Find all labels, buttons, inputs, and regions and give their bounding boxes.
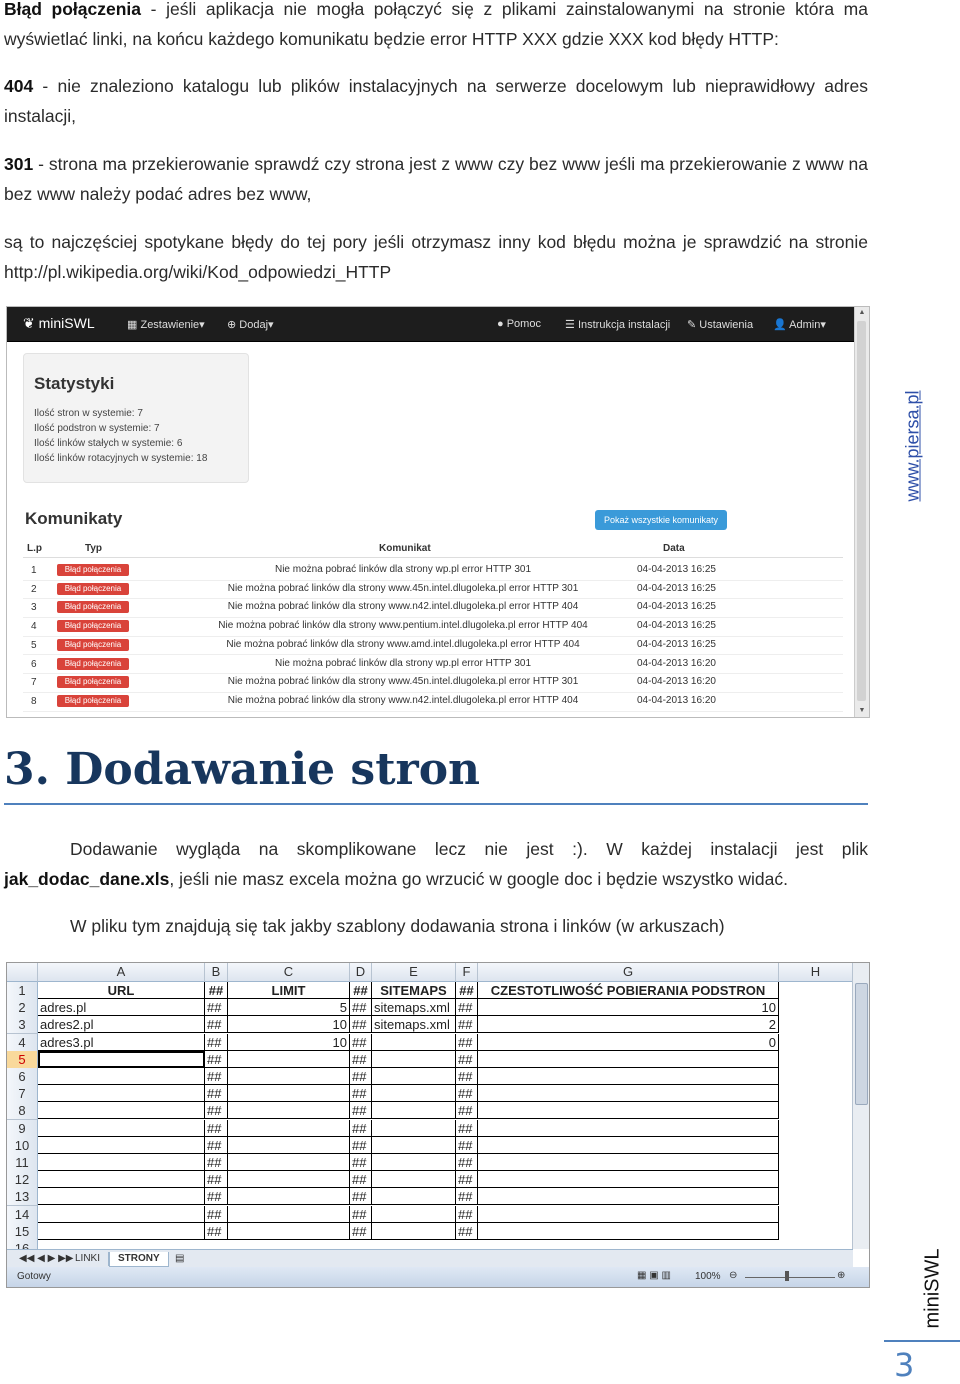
cell-g12[interactable] (478, 1171, 779, 1188)
cell-a12[interactable] (38, 1171, 205, 1188)
cell-e15[interactable] (372, 1223, 456, 1240)
cell-c11[interactable] (228, 1154, 350, 1171)
row-header[interactable]: 6 (7, 1068, 38, 1086)
column-header-f[interactable]: F (456, 963, 478, 982)
message-date: 04-04-2013 16:20 (637, 694, 716, 706)
message-text: Nie można pobrać linków dla strony www.amd.intel.dlugoleka.pl error HTTP 404 (226, 638, 580, 650)
cell-a8[interactable] (38, 1102, 205, 1119)
wrench-icon: ✎ (687, 319, 697, 331)
cell-b12[interactable]: ## (205, 1171, 228, 1188)
table-header-divider (23, 557, 843, 558)
column-header-e[interactable]: E (372, 963, 456, 982)
stats-title: Statystyki (34, 374, 115, 393)
message-text: Nie można pobrać linków dla strony www.n42.intel.dlugoleka.pl error HTTP 404 (227, 601, 579, 613)
nav-zestawienie[interactable]: ▦ Zestawienie▾ (127, 319, 205, 331)
row-header[interactable]: 1 (7, 982, 38, 1000)
nav-label: Dodaj (239, 319, 269, 331)
row-number: 5 (31, 639, 37, 651)
grid-icon: ▦ (127, 319, 138, 331)
cell-b11[interactable]: ## (205, 1154, 228, 1171)
row-header[interactable]: 8 (7, 1102, 38, 1120)
message-text: Nie można pobrać linków dla strony www.n42.intel.dlugoleka.pl error HTTP 404 (227, 694, 579, 706)
app-screenshot (6, 306, 870, 718)
message-date: 04-04-2013 16:20 (637, 657, 716, 669)
cell-f1[interactable]: ## (456, 982, 478, 999)
cell-b3[interactable]: ## (205, 1016, 228, 1033)
cell-d9[interactable]: ## (350, 1120, 372, 1137)
paragraph-text: - strona ma przekierowanie sprawdź czy strona jest z www czy bez www jeśli ma przekierowanie z www na bez www należy podać adres bez www, (4, 154, 868, 204)
error-badge: Błąd połączenia (57, 695, 129, 707)
row-header[interactable]: 15 (7, 1223, 38, 1241)
cell-g1[interactable]: CZESTOTLIWOŚĆ POBIERANIA PODSTRON (478, 982, 779, 999)
message-text: Nie można pobrać linków dla strony wp.pl error HTTP 301 (274, 564, 532, 575)
sheet-tab-strony[interactable]: STRONY (109, 1252, 169, 1267)
cell-a6[interactable] (38, 1068, 205, 1085)
cell-b7[interactable]: ## (205, 1085, 228, 1102)
cell-f13[interactable]: ## (456, 1188, 478, 1205)
cell-b8[interactable]: ## (205, 1102, 228, 1119)
nav-label: Admin (789, 319, 821, 331)
cell-b14[interactable]: ## (205, 1206, 228, 1223)
cell-a13[interactable] (38, 1188, 205, 1205)
cell-g7[interactable] (478, 1085, 779, 1102)
cell-c5[interactable] (228, 1051, 350, 1068)
cell-a5[interactable] (38, 1051, 205, 1068)
column-header-d[interactable]: D (350, 963, 372, 982)
view-mode-icons[interactable]: ▦ ▣ ▥ (637, 1270, 671, 1281)
zoom-slider-handle[interactable] (785, 1271, 789, 1281)
message-text: Nie można pobrać linków dla strony wp.pl error HTTP 301 (274, 657, 532, 669)
sheet-tab-linki[interactable]: LINKI (67, 1252, 109, 1266)
cell-b9[interactable]: ## (205, 1120, 228, 1137)
cell-b6[interactable]: ## (205, 1068, 228, 1085)
term-404: 404 (4, 76, 34, 96)
message-text: Nie można pobrać linków dla strony www.45n.intel.dlugoleka.pl error HTTP 301 (227, 582, 579, 594)
column-header-h[interactable]: H (779, 963, 853, 982)
row-number: 4 (31, 621, 37, 633)
cell-g3[interactable]: 2 (478, 1016, 779, 1033)
message-text: Nie można pobrać linków dla strony www.45n.intel.dlugoleka.pl error HTTP 301 (227, 676, 579, 688)
cell-d3[interactable]: ## (350, 1016, 372, 1033)
paragraph-text: , jeśli nie masz excela można go wrzucić w google doc i będzie wszystko widać. (169, 869, 788, 889)
table-row (23, 655, 843, 675)
scroll-up-icon[interactable]: ▲ (858, 309, 866, 316)
col-header-typ: Typ (85, 543, 103, 554)
cell-f5[interactable]: ## (456, 1051, 478, 1068)
cell-d10[interactable]: ## (350, 1137, 372, 1154)
cell-b1[interactable]: ## (205, 982, 228, 999)
select-all-corner[interactable] (7, 963, 38, 982)
cell-e4[interactable] (372, 1034, 456, 1051)
row-header[interactable]: 11 (7, 1154, 38, 1172)
cell-e9[interactable] (372, 1120, 456, 1137)
term-301: 301 (4, 154, 34, 174)
cell-f6[interactable]: ## (456, 1068, 478, 1085)
cell-g15[interactable] (478, 1223, 779, 1240)
cell-b4[interactable]: ## (205, 1034, 228, 1051)
cell-b5[interactable]: ## (205, 1051, 228, 1068)
spreadsheet-screenshot (6, 962, 870, 1288)
cell-c4[interactable]: 10 (228, 1034, 350, 1051)
row-header[interactable]: 12 (7, 1171, 38, 1189)
paragraph-301 (4, 149, 868, 209)
show-all-messages-button[interactable]: Pokaż wszystkie komunikaty (595, 510, 727, 530)
cell-e6[interactable] (372, 1068, 456, 1085)
cell-a3[interactable]: adres2.pl (38, 1016, 205, 1033)
scroll-thumb[interactable] (857, 321, 866, 701)
row-header[interactable]: 3 (7, 1016, 38, 1034)
cell-e11[interactable] (372, 1154, 456, 1171)
message-date: 04-04-2013 16:25 (637, 638, 716, 650)
sheet-nav-arrows[interactable]: ◀◀ ◀ ▶ ▶▶ (19, 1253, 74, 1264)
heading-underline (4, 803, 868, 805)
paragraph-other-codes: są to najczęściej spotykane błędy do tej pory jeśli otrzymasz inny kod błędu można je sprawdzić na stronie http://pl.wikipedia.org/wiki/Kod_odpowiedzi_HTTP (4, 232, 868, 282)
table-row (23, 580, 843, 600)
cell-b10[interactable]: ## (205, 1137, 228, 1154)
cell-f9[interactable]: ## (456, 1120, 478, 1137)
zoom-out-icon[interactable]: ⊖ (729, 1270, 738, 1281)
table-row (23, 617, 843, 637)
cell-c2[interactable]: 5 (228, 999, 350, 1016)
paragraph-adding (4, 834, 868, 894)
cell-a15[interactable] (38, 1223, 205, 1240)
cell-c15[interactable] (228, 1223, 350, 1240)
stat-line: Ilość linków rotacyjnych w systemie: 18 (34, 453, 208, 464)
cell-d2[interactable]: ## (350, 999, 372, 1016)
row-header[interactable]: 4 (7, 1034, 38, 1052)
nav-ustawienia[interactable] (687, 318, 753, 331)
nav-label: Instrukcja instalacji (577, 319, 671, 331)
error-badge: Błąd połączenia (57, 564, 129, 576)
cell-f7[interactable]: ## (456, 1085, 478, 1102)
row-header[interactable]: 13 (7, 1188, 38, 1206)
cell-d5[interactable]: ## (350, 1051, 372, 1068)
message-date: 04-04-2013 16:25 (637, 601, 716, 613)
row-header[interactable]: 2 (7, 999, 38, 1017)
plus-circle-icon: ⊕ (227, 319, 237, 331)
row-number: 6 (31, 658, 37, 670)
cell-a11[interactable] (38, 1154, 205, 1171)
table-row (23, 673, 843, 693)
footer-brand-text: miniSWL (921, 1248, 944, 1329)
cell-e14[interactable] (372, 1206, 456, 1223)
row-header[interactable]: 14 (7, 1206, 38, 1224)
zoom-level: 100% (695, 1271, 721, 1282)
cell-c10[interactable] (228, 1137, 350, 1154)
cell-f3[interactable]: ## (456, 1016, 478, 1033)
cell-g11[interactable] (478, 1154, 779, 1171)
table-row (23, 636, 843, 656)
cell-e2[interactable]: sitemaps.xml (372, 999, 456, 1016)
column-header-g[interactable]: G (478, 963, 779, 982)
nav-label: Zestawienie (140, 319, 200, 331)
brand-label: miniSWL (38, 315, 95, 331)
stat-line: Ilość stron w systemie: 7 (34, 408, 143, 419)
cell-a7[interactable] (38, 1085, 205, 1102)
error-badge: Błąd połączenia (57, 676, 129, 688)
stats-panel (23, 353, 249, 483)
column-header-b[interactable]: B (205, 963, 228, 982)
paragraph-404 (4, 71, 868, 131)
cell-d13[interactable]: ## (350, 1188, 372, 1205)
leaf-icon: ❦ (23, 315, 35, 331)
nav-instrukcja[interactable] (565, 318, 670, 331)
nav-label: Ustawienia (699, 319, 754, 331)
cell-f4[interactable]: ## (456, 1034, 478, 1051)
cell-a9[interactable] (38, 1120, 205, 1137)
cell-g4[interactable]: 0 (478, 1034, 779, 1051)
paragraph-templates: W pliku tym znajdują się tak jakby szablony dodawania strona i linków (w arkuszach) (70, 916, 725, 936)
cell-b15[interactable]: ## (205, 1223, 228, 1240)
cell-g8[interactable] (478, 1102, 779, 1119)
row-header[interactable]: 9 (7, 1120, 38, 1138)
message-date: 04-04-2013 16:25 (637, 564, 716, 575)
row-header[interactable]: 5 (7, 1051, 38, 1069)
error-badge: Błąd połączenia (57, 639, 129, 651)
cell-c13[interactable] (228, 1188, 350, 1205)
cell-f2[interactable]: ## (456, 999, 478, 1016)
row-number: 8 (31, 695, 37, 707)
paragraph-text: - nie znaleziono katalogu lub plików instalacyjnych na serwerze docelowym lub nieprawidłowy adres instalacji, (4, 76, 868, 126)
table-row (23, 692, 843, 712)
row-number: 7 (31, 677, 37, 689)
cell-g6[interactable] (478, 1068, 779, 1085)
cell-a2[interactable]: adres.pl (38, 999, 205, 1016)
cell-f15[interactable]: ## (456, 1223, 478, 1240)
page-scrollbar[interactable] (854, 307, 869, 717)
scroll-thumb[interactable] (855, 983, 868, 1105)
cell-d7[interactable]: ## (350, 1085, 372, 1102)
cell-f14[interactable]: ## (456, 1206, 478, 1223)
term-blad-polaczenia: Błąd połączenia (4, 0, 142, 19)
cell-a14[interactable] (38, 1206, 205, 1223)
top-navbar (7, 307, 855, 342)
app-brand[interactable] (23, 315, 95, 332)
cell-c8[interactable] (228, 1102, 350, 1119)
stat-line: Ilość podstron w systemie: 7 (34, 423, 160, 434)
cell-a1[interactable]: URL (38, 982, 205, 999)
scroll-down-icon[interactable]: ▼ (858, 707, 866, 714)
error-badge: Błąd połączenia (57, 583, 129, 595)
messages-title: Komunikaty (25, 509, 123, 528)
cell-d12[interactable]: ## (350, 1171, 372, 1188)
error-badge: Błąd połączenia (57, 620, 129, 632)
sheet-tabs (7, 1249, 853, 1268)
filename: jak_dodac_dane.xls (4, 869, 170, 889)
row-number: 2 (31, 583, 37, 595)
cell-f12[interactable]: ## (456, 1171, 478, 1188)
section-heading: 3. Dodawanie stron (4, 744, 481, 795)
list-icon: ☰ (565, 319, 575, 331)
column-header-a[interactable]: A (38, 963, 205, 982)
cell-f10[interactable]: ## (456, 1137, 478, 1154)
row-header[interactable]: 10 (7, 1137, 38, 1155)
cell-e10[interactable] (372, 1137, 456, 1154)
nav-label: Pomoc (506, 318, 541, 330)
row-number: 1 (31, 565, 37, 576)
paragraph-error (4, 0, 868, 54)
cell-e3[interactable]: sitemaps.xml (372, 1016, 456, 1033)
status-bar (7, 1267, 869, 1287)
cell-c9[interactable] (228, 1120, 350, 1137)
cell-e13[interactable] (372, 1188, 456, 1205)
column-header-c[interactable]: C (228, 963, 350, 982)
error-badge: Błąd połączenia (57, 601, 129, 613)
cell-g13[interactable] (478, 1188, 779, 1205)
cell-e12[interactable] (372, 1171, 456, 1188)
cell-f11[interactable]: ## (456, 1154, 478, 1171)
cell-d11[interactable]: ## (350, 1154, 372, 1171)
side-link-text[interactable]: www.piersa.pl (902, 390, 923, 502)
cell-c7[interactable] (228, 1085, 350, 1102)
zoom-in-icon[interactable]: ⊕ (837, 1270, 846, 1281)
cell-d6[interactable]: ## (350, 1068, 372, 1085)
cell-g5[interactable] (478, 1051, 779, 1068)
side-link[interactable] (902, 376, 924, 502)
cell-g2[interactable]: 10 (478, 999, 779, 1016)
cell-d8[interactable]: ## (350, 1102, 372, 1119)
col-header-lp: L.p (27, 543, 42, 554)
footer-line (884, 1340, 960, 1342)
col-header-komunikat: Komunikat (379, 543, 431, 554)
cell-b2[interactable]: ## (205, 999, 228, 1016)
new-sheet-icon[interactable]: ▤ (175, 1253, 185, 1264)
cell-b13[interactable]: ## (205, 1188, 228, 1205)
cell-c1[interactable]: LIMIT (228, 982, 350, 999)
col-header-data: Data (663, 543, 685, 554)
cell-d1[interactable]: ## (350, 982, 372, 999)
nav-pomoc[interactable] (497, 318, 541, 330)
vertical-scrollbar[interactable] (852, 963, 869, 1249)
cell-c6[interactable] (228, 1068, 350, 1085)
message-text: Nie można pobrać linków dla strony www.pentium.intel.dlugoleka.pl error HTTP 404 (218, 620, 588, 632)
table-row (23, 598, 843, 618)
stat-line: Ilość linków stałych w systemie: 6 (34, 438, 183, 449)
cell-g14[interactable] (478, 1206, 779, 1223)
cell-a4[interactable]: adres3.pl (38, 1034, 205, 1051)
table-row (23, 561, 843, 581)
error-badge: Błąd połączenia (57, 658, 129, 670)
nav-admin[interactable]: 👤 Admin▾ (773, 319, 826, 331)
nav-dodaj[interactable]: ⊕ Dodaj▾ (227, 319, 274, 331)
status-text: Gotowy (17, 1271, 51, 1282)
cell-e5[interactable] (372, 1051, 456, 1068)
cell-d4[interactable]: ## (350, 1034, 372, 1051)
cell-e8[interactable] (372, 1102, 456, 1119)
cell-c14[interactable] (228, 1206, 350, 1223)
cell-f8[interactable]: ## (456, 1102, 478, 1119)
cell-d15[interactable]: ## (350, 1223, 372, 1240)
cell-a10[interactable] (38, 1137, 205, 1154)
cell-d14[interactable]: ## (350, 1206, 372, 1223)
user-icon: 👤 (773, 319, 787, 331)
cell-g9[interactable] (478, 1120, 779, 1137)
paragraph-text: - jeśli aplikacja nie mogła połączyć się z plikami zainstalowanymi na stronie która ma wyświetlać linki, na końcu każdego komunikatu będzie error HTTP XXX gdzie XXX kod błędy HTTP: (4, 0, 868, 49)
info-icon: ● (497, 318, 504, 330)
row-header[interactable]: 7 (7, 1085, 38, 1103)
row-number: 3 (31, 602, 37, 614)
page-number: 3 (894, 1346, 915, 1384)
zoom-slider[interactable] (745, 1277, 835, 1278)
message-date: 04-04-2013 16:20 (637, 676, 716, 688)
message-date: 04-04-2013 16:25 (637, 582, 716, 594)
cell-e1[interactable]: SITEMAPS (372, 982, 456, 999)
cell-c12[interactable] (228, 1171, 350, 1188)
cell-g10[interactable] (478, 1137, 779, 1154)
cell-c3[interactable]: 10 (228, 1016, 350, 1033)
cell-e7[interactable] (372, 1085, 456, 1102)
footer-brand (920, 1240, 946, 1330)
message-date: 04-04-2013 16:25 (637, 620, 716, 632)
paragraph-text: Dodawanie wygląda na skomplikowane lecz nie jest :). W każdej instalacji jest plik (70, 839, 868, 859)
